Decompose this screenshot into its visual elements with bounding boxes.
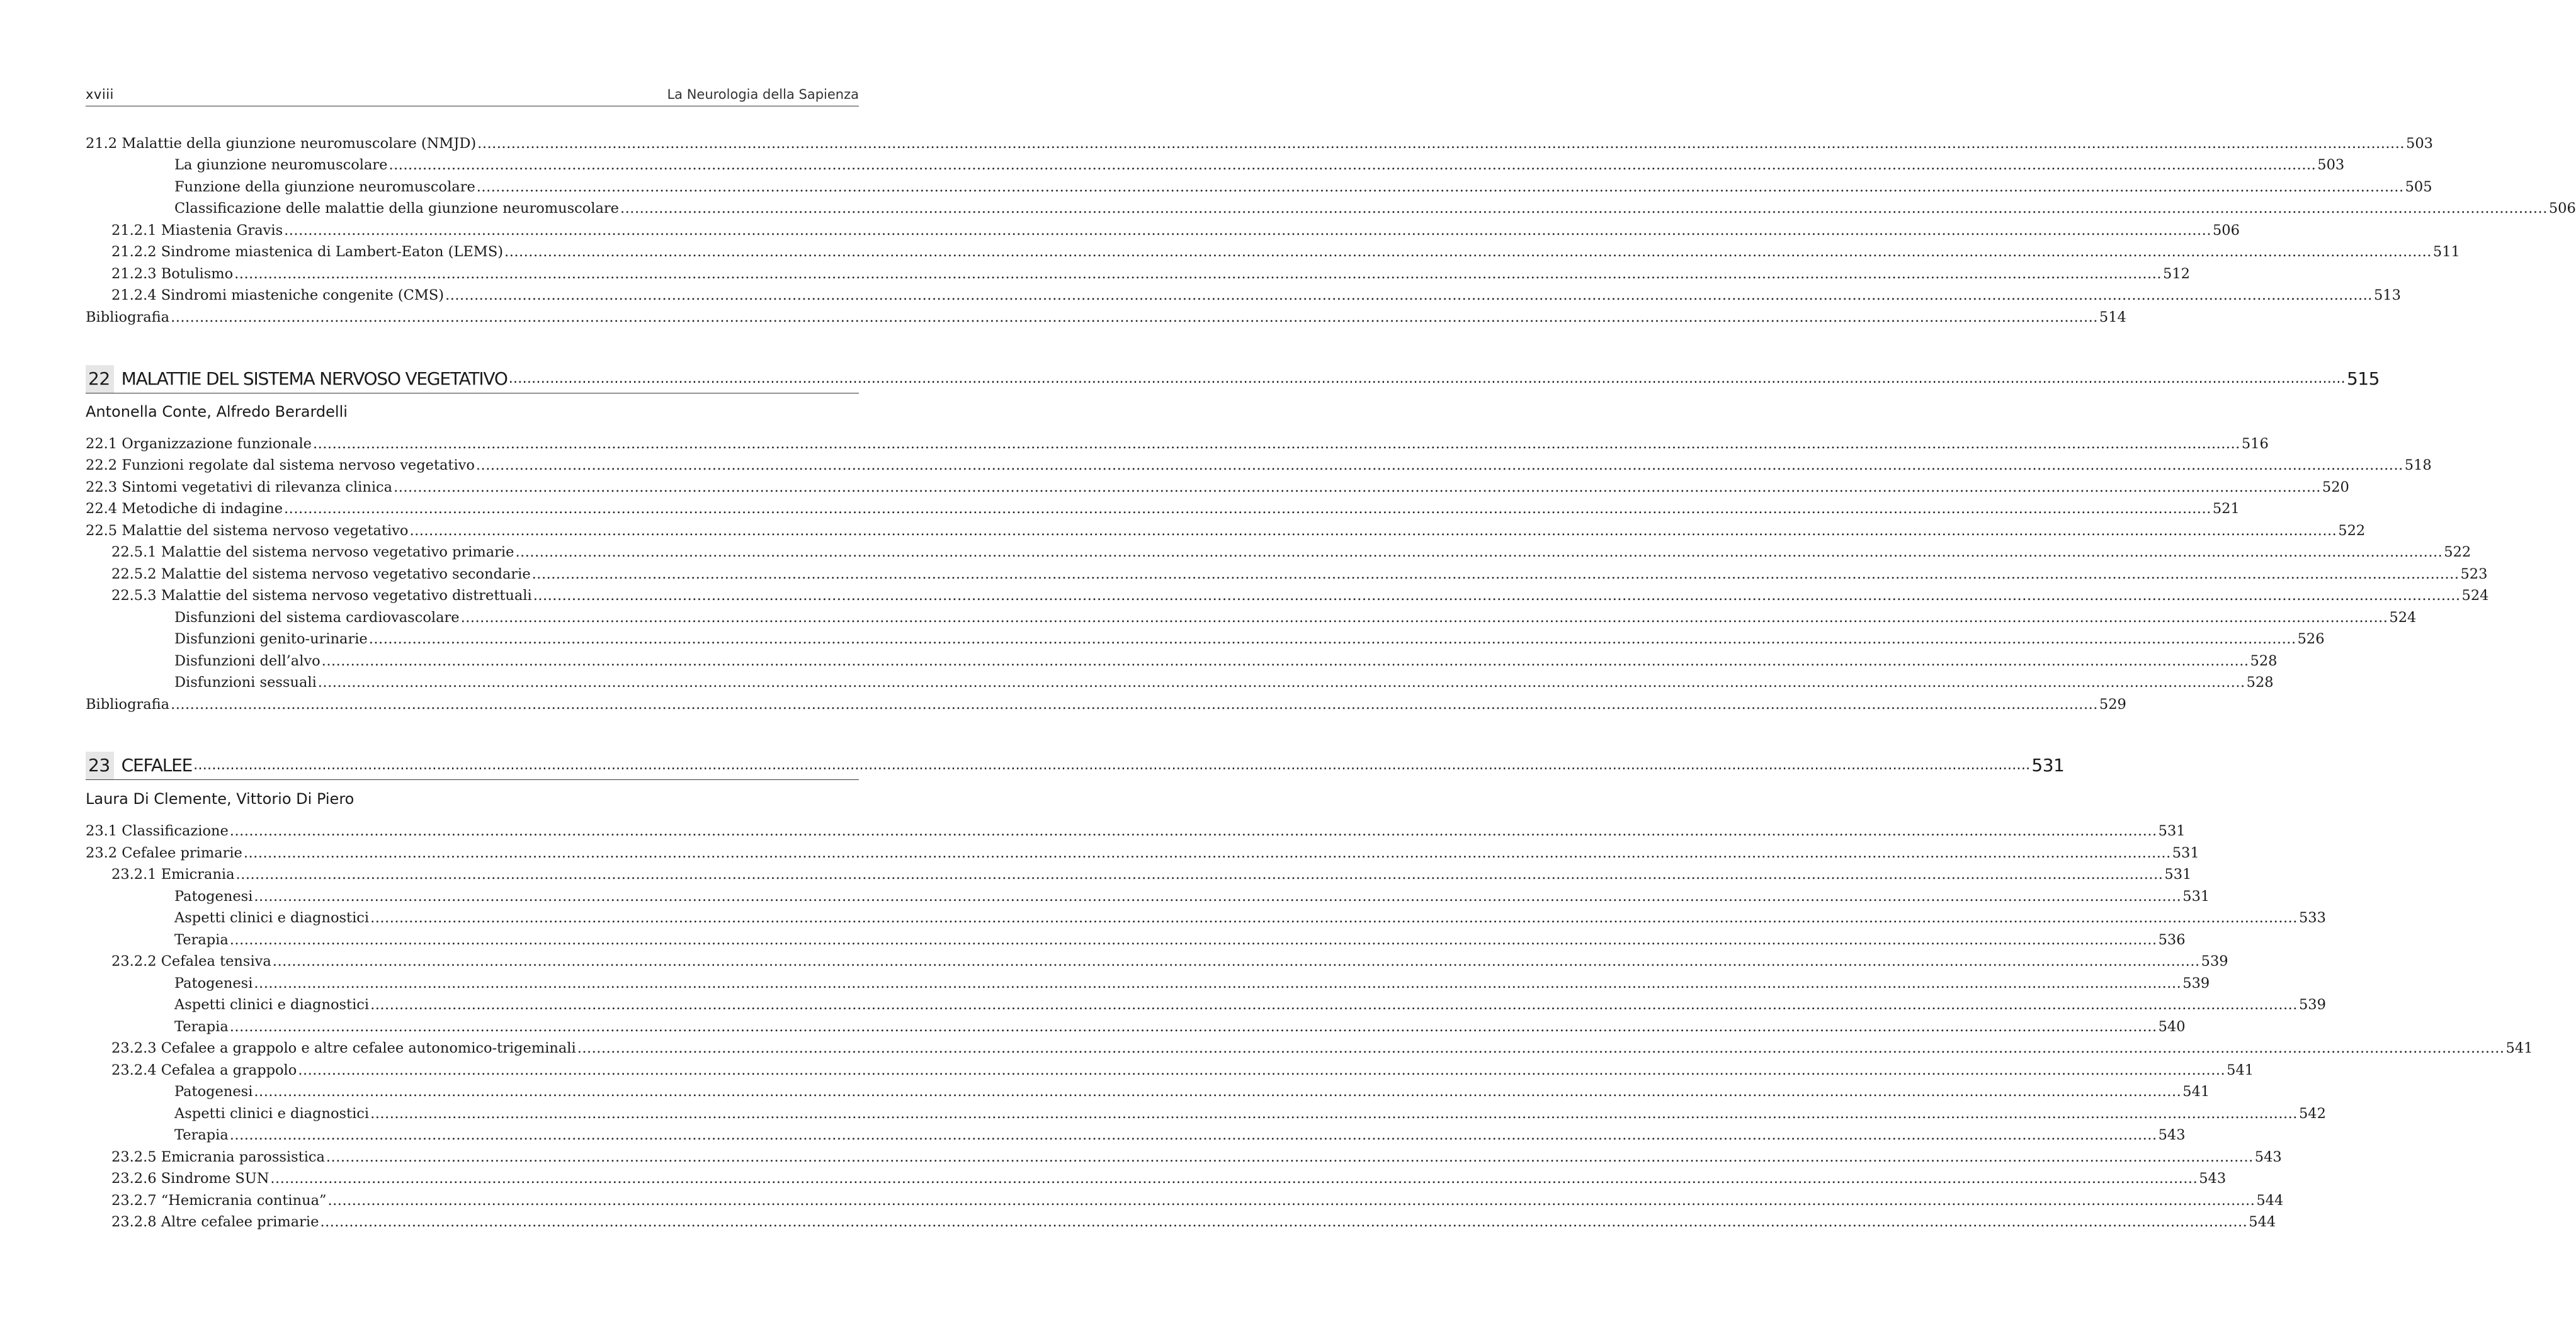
toc-entry-title: 22.2 Funzioni regolate dal sistema nervoso vegetativo [86, 457, 475, 473]
toc-entry[interactable] [86, 520, 2366, 541]
chapter-page: 531 [2031, 755, 2065, 776]
leader-dots: ................................................................................................................................................................................................................................................................................................................................................................................................................ [476, 179, 2404, 195]
toc-entry-title: 23.2.2 Cefalea tensiva [111, 953, 271, 969]
toc-entry-page: 516 [2241, 436, 2269, 452]
toc-entry[interactable] [86, 628, 2325, 650]
toc-entry-page: 541 [2227, 1062, 2254, 1078]
toc-entry-title: 23.2.6 Sindrome SUN [111, 1170, 270, 1187]
toc-entry-page: 511 [2432, 244, 2460, 260]
toc-entry[interactable] [86, 1060, 2254, 1081]
toc-entry[interactable] [86, 1037, 2533, 1059]
toc-entry[interactable] [86, 263, 2190, 285]
leader-dots: ................................................................................................................................................................................................................................................................................................................................................................................................................ [531, 566, 2460, 582]
toc-entry-title: 22.1 Organizzazione funzionale [86, 436, 312, 452]
toc-entry-title: 22.4 Metodiche di indagine [86, 500, 283, 517]
leader-dots: ................................................................................................................................................................................................................................................................................................................................................................................................................ [298, 1062, 2226, 1078]
toc-entry-page: 524 [2461, 587, 2489, 604]
toc-entry-page: 518 [2404, 457, 2432, 473]
toc-entry-page: 526 [2297, 631, 2325, 647]
leader-dots: ................................................................................................................................................................................................................................................................................................................................................................................................................ [368, 631, 2296, 647]
toc-entry[interactable] [86, 994, 2326, 1015]
toc-entry-page: 524 [2389, 609, 2417, 626]
page-folio: xviii [86, 87, 114, 102]
toc-entry-page: 503 [2317, 157, 2345, 173]
leader-dots: ................................................................................................................................................................................................................................................................................................................................................................................................................ [254, 888, 2182, 905]
toc-entry-page: 540 [2158, 1019, 2186, 1035]
chapter-number: 22 [86, 365, 114, 393]
toc-entry[interactable] [86, 929, 2186, 951]
toc-entry[interactable] [86, 1146, 2282, 1168]
toc-entry-page: 514 [2099, 309, 2126, 325]
leader-dots: ................................................................................................................................................................................................................................................................................................................................................................................................................ [321, 653, 2249, 669]
toc-entry-title: Disfunzioni genito-urinarie [174, 631, 368, 647]
toc-entry-page: 541 [2505, 1040, 2533, 1056]
chapter-heading-23[interactable] [86, 752, 2065, 780]
leader-dots: ................................................................................................................................................................................................................................................................................................................................................................................................................ [508, 371, 2346, 387]
toc-entry[interactable] [86, 607, 2417, 628]
leader-dots: ................................................................................................................................................................................................................................................................................................................................................................................................................ [171, 696, 2098, 713]
toc-entry[interactable] [86, 455, 2432, 476]
toc-entry[interactable] [86, 650, 2278, 672]
toc-entry-title: Terapia [174, 1127, 229, 1143]
toc-entry-page: 528 [2246, 674, 2274, 691]
chapter-page: 515 [2346, 368, 2380, 389]
toc-entry-page: 541 [2182, 1083, 2210, 1100]
toc-entry-page: 542 [2298, 1105, 2326, 1122]
toc-entry-title: Bibliografia [86, 696, 170, 713]
toc-entry-title: 21.2 Malattie della giunzione neuromuscolare (NMJD) [86, 135, 477, 152]
leader-dots: ................................................................................................................................................................................................................................................................................................................................................................................................................ [326, 1149, 2254, 1165]
toc-entry-page: 536 [2158, 932, 2186, 948]
leader-dots: ................................................................................................................................................................................................................................................................................................................................................................................................................ [254, 1083, 2182, 1100]
toc-entry-title: Patogenesi [174, 975, 253, 992]
chapter-number: 23 [86, 752, 114, 779]
toc-entry-page: 522 [2338, 523, 2366, 539]
toc-entry-page: 531 [2172, 845, 2199, 861]
toc-entry[interactable] [86, 842, 2199, 864]
toc-entry-title: 23.1 Classificazione [86, 823, 229, 839]
leader-dots: ................................................................................................................................................................................................................................................................................................................................................................................................................ [515, 544, 2443, 560]
toc-entry[interactable] [86, 907, 2326, 929]
toc-entry[interactable] [86, 241, 2460, 263]
toc-entry[interactable] [86, 820, 2186, 842]
toc-entry[interactable] [86, 563, 2488, 585]
leader-dots: ................................................................................................................................................................................................................................................................................................................................................................................................................ [193, 757, 2031, 773]
toc-entry[interactable] [86, 585, 2489, 606]
toc-entry-page: 531 [2182, 888, 2210, 905]
toc-entry-title: 22.5.2 Malattie del sistema nervoso vegetativo secondarie [111, 566, 531, 582]
leader-dots: ................................................................................................................................................................................................................................................................................................................................................................................................................ [477, 135, 2405, 152]
toc-entry-bibliography[interactable] [86, 307, 2126, 328]
toc-entry-title: 22.5.3 Malattie del sistema nervoso vegetativo distrettuali [111, 587, 532, 604]
toc-entry[interactable] [86, 198, 2576, 219]
leader-dots: ................................................................................................................................................................................................................................................................................................................................................................................................................ [234, 266, 2162, 282]
toc-entry-page: 523 [2460, 566, 2488, 582]
toc-entry-page: 544 [2249, 1214, 2276, 1230]
leader-dots: ................................................................................................................................................................................................................................................................................................................................................................................................................ [235, 866, 2164, 883]
toc-entry-page: 543 [2199, 1170, 2227, 1187]
toc-entry[interactable] [86, 1168, 2227, 1189]
leader-dots: ................................................................................................................................................................................................................................................................................................................................................................................................................ [504, 244, 2432, 260]
toc-entry-title: 23.2 Cefalee primarie [86, 845, 242, 861]
leader-dots: ................................................................................................................................................................................................................................................................................................................................................................................................................ [389, 157, 2317, 173]
toc-entry-title: Patogenesi [174, 888, 253, 905]
toc-entry-page: 539 [2182, 975, 2210, 992]
leader-dots: ................................................................................................................................................................................................................................................................................................................................................................................................................ [317, 674, 2245, 691]
toc-entry-title: Aspetti clinici e diagnostici [174, 1105, 370, 1122]
toc-entry-title: Terapia [174, 932, 229, 948]
leader-dots: ................................................................................................................................................................................................................................................................................................................................................................................................................ [394, 479, 2321, 495]
chapter-authors: Antonella Conte, Alfredo Berardelli [86, 403, 348, 421]
toc-entry-title: Funzione della giunzione neuromuscolare [174, 179, 475, 195]
chapter-title: MALATTIE DEL SISTEMA NERVOSO VEGETATIVO [121, 368, 508, 389]
leader-dots: ................................................................................................................................................................................................................................................................................................................................................................................................................ [320, 1214, 2248, 1230]
toc-entry-title: Classificazione delle malattie della giunzione neuromuscolare [174, 200, 619, 217]
toc-entry-page: 503 [2406, 135, 2433, 152]
leader-dots: ................................................................................................................................................................................................................................................................................................................................................................................................................ [533, 587, 2461, 604]
toc-entry-title: Aspetti clinici e diagnostici [174, 910, 370, 926]
toc-entry[interactable] [86, 220, 2240, 241]
leader-dots: ................................................................................................................................................................................................................................................................................................................................................................................................................ [243, 845, 2171, 861]
toc-entry-page: 533 [2298, 910, 2326, 926]
toc-entry-title: Aspetti clinici e diagnostici [174, 997, 370, 1013]
chapter-heading-22[interactable] [86, 365, 2380, 393]
leader-dots: ................................................................................................................................................................................................................................................................................................................................................................................................................ [284, 222, 2211, 239]
leader-dots: ................................................................................................................................................................................................................................................................................................................................................................................................................ [370, 910, 2298, 926]
toc-entry-title: 23.2.8 Altre cefalee primarie [111, 1214, 319, 1230]
toc-entry-page: 506 [2548, 200, 2576, 217]
toc-entry[interactable] [86, 1016, 2186, 1037]
toc-entry-title: Terapia [174, 1019, 229, 1035]
toc-entry-title: Patogenesi [174, 1083, 253, 1100]
toc-entry[interactable] [86, 433, 2269, 455]
toc-entry-page: 543 [2254, 1149, 2282, 1165]
toc-entry-title: 23.2.5 Emicrania parossistica [111, 1149, 325, 1165]
toc-entry-page: 528 [2250, 653, 2278, 669]
leader-dots: ................................................................................................................................................................................................................................................................................................................................................................................................................ [475, 457, 2403, 473]
leader-dots: ................................................................................................................................................................................................................................................................................................................................................................................................................ [620, 200, 2548, 217]
chapter-title: CEFALEE [121, 755, 193, 776]
toc-entry[interactable] [86, 886, 2210, 907]
toc-entry-title: 22.5.1 Malattie del sistema nervoso vegetativo primarie [111, 544, 514, 560]
toc-entry-title: La giunzione neuromuscolare [174, 157, 388, 173]
toc-entry-page: 531 [2158, 823, 2186, 839]
toc-entry[interactable] [86, 672, 2274, 693]
toc-entry-title: Bibliografia [86, 309, 170, 325]
toc-entry[interactable] [86, 133, 2433, 154]
chapter-authors: Laura Di Clemente, Vittorio Di Piero [86, 790, 355, 808]
toc-entry-title: 23.2.3 Cefalee a grappolo e altre cefalee autonomico-trigeminali [111, 1040, 576, 1056]
leader-dots: ................................................................................................................................................................................................................................................................................................................................................................................................................ [312, 436, 2240, 452]
leader-dots: ................................................................................................................................................................................................................................................................................................................................................................................................................ [272, 953, 2200, 969]
toc-entry-page: 521 [2212, 500, 2240, 517]
toc-entry-title: 22.3 Sintomi vegetativi di rilevanza clinica [86, 479, 393, 495]
leader-dots: ................................................................................................................................................................................................................................................................................................................................................................................................................ [327, 1192, 2255, 1209]
leader-dots: ................................................................................................................................................................................................................................................................................................................................................................................................................ [229, 823, 2157, 839]
leader-dots: ................................................................................................................................................................................................................................................................................................................................................................................................................ [270, 1170, 2198, 1187]
toc-entry-page: 522 [2444, 544, 2471, 560]
running-head [86, 81, 859, 106]
leader-dots: ................................................................................................................................................................................................................................................................................................................................................................................................................ [370, 997, 2298, 1013]
toc-entry-bibliography[interactable] [86, 694, 2126, 715]
toc-entry[interactable] [86, 1081, 2210, 1102]
toc-entry-page: 543 [2158, 1127, 2186, 1143]
leader-dots: ................................................................................................................................................................................................................................................................................................................................................................................................................ [284, 500, 2211, 517]
leader-dots: ................................................................................................................................................................................................................................................................................................................................................................................................................ [370, 1105, 2298, 1122]
toc-entry[interactable] [86, 176, 2432, 198]
leader-dots: ................................................................................................................................................................................................................................................................................................................................................................................................................ [460, 609, 2388, 626]
toc-entry-page: 512 [2163, 266, 2190, 282]
toc-entry-page: 539 [2298, 997, 2326, 1013]
toc-entry-page: 505 [2405, 179, 2432, 195]
toc-entry-title: 21.2.3 Botulismo [111, 266, 234, 282]
toc-entry[interactable] [86, 1211, 2276, 1233]
toc-entry-title: 23.2.4 Cefalea a grappolo [111, 1062, 297, 1078]
toc-entry-title: Disfunzioni del sistema cardiovascolare [174, 609, 460, 626]
leader-dots: ................................................................................................................................................................................................................................................................................................................................................................................................................ [409, 523, 2337, 539]
toc-entry[interactable] [86, 477, 2349, 498]
leader-dots: ................................................................................................................................................................................................................................................................................................................................................................................................................ [577, 1040, 2505, 1056]
leader-dots: ................................................................................................................................................................................................................................................................................................................................................................................................................ [445, 287, 2373, 303]
toc-entry-page: 529 [2099, 696, 2126, 713]
toc-entry[interactable] [86, 951, 2228, 972]
toc-entry-page: 506 [2212, 222, 2240, 239]
leader-dots: ................................................................................................................................................................................................................................................................................................................................................................................................................ [171, 309, 2098, 325]
toc-entry[interactable] [86, 285, 2401, 306]
leader-dots: ................................................................................................................................................................................................................................................................................................................................................................................................................ [254, 975, 2182, 992]
toc-entry[interactable] [86, 1124, 2186, 1146]
toc-entry-title: 22.5 Malattie del sistema nervoso vegetativo [86, 523, 409, 539]
toc-entry-title: Disfunzioni dell’alvo [174, 653, 321, 669]
toc-entry-title: 23.2.1 Emicrania [111, 866, 235, 883]
book-title: La Neurologia della Sapienza [667, 87, 859, 102]
toc-entry[interactable] [86, 1190, 2284, 1211]
toc-entry-page: 520 [2322, 479, 2349, 495]
toc-entry-title: 23.2.7 “Hemicrania continua” [111, 1192, 327, 1209]
toc-entry-title: 21.2.1 Miastenia Gravis [111, 222, 283, 239]
toc-entry[interactable] [86, 541, 2471, 563]
toc-entry-page: 544 [2256, 1192, 2284, 1209]
leader-dots: ................................................................................................................................................................................................................................................................................................................................................................................................................ [229, 1019, 2157, 1035]
leader-dots: ................................................................................................................................................................................................................................................................................................................................................................................................................ [229, 1127, 2157, 1143]
toc-entry-page: 513 [2373, 287, 2401, 303]
toc-entry[interactable] [86, 1103, 2326, 1124]
toc-entry[interactable] [86, 973, 2210, 994]
toc-entry[interactable] [86, 864, 2192, 885]
toc-entry-page: 539 [2201, 953, 2228, 969]
toc-entry[interactable] [86, 498, 2240, 519]
toc-entry-title: 21.2.2 Sindrome miastenica di Lambert-Eaton (LEMS) [111, 244, 504, 260]
toc-entry[interactable] [86, 154, 2345, 176]
toc-entry-title: Disfunzioni sessuali [174, 674, 317, 691]
toc-entry-title: 21.2.4 Sindromi miasteniche congenite (CMS) [111, 287, 445, 303]
toc-entry-page: 531 [2164, 866, 2192, 883]
leader-dots: ................................................................................................................................................................................................................................................................................................................................................................................................................ [229, 932, 2157, 948]
